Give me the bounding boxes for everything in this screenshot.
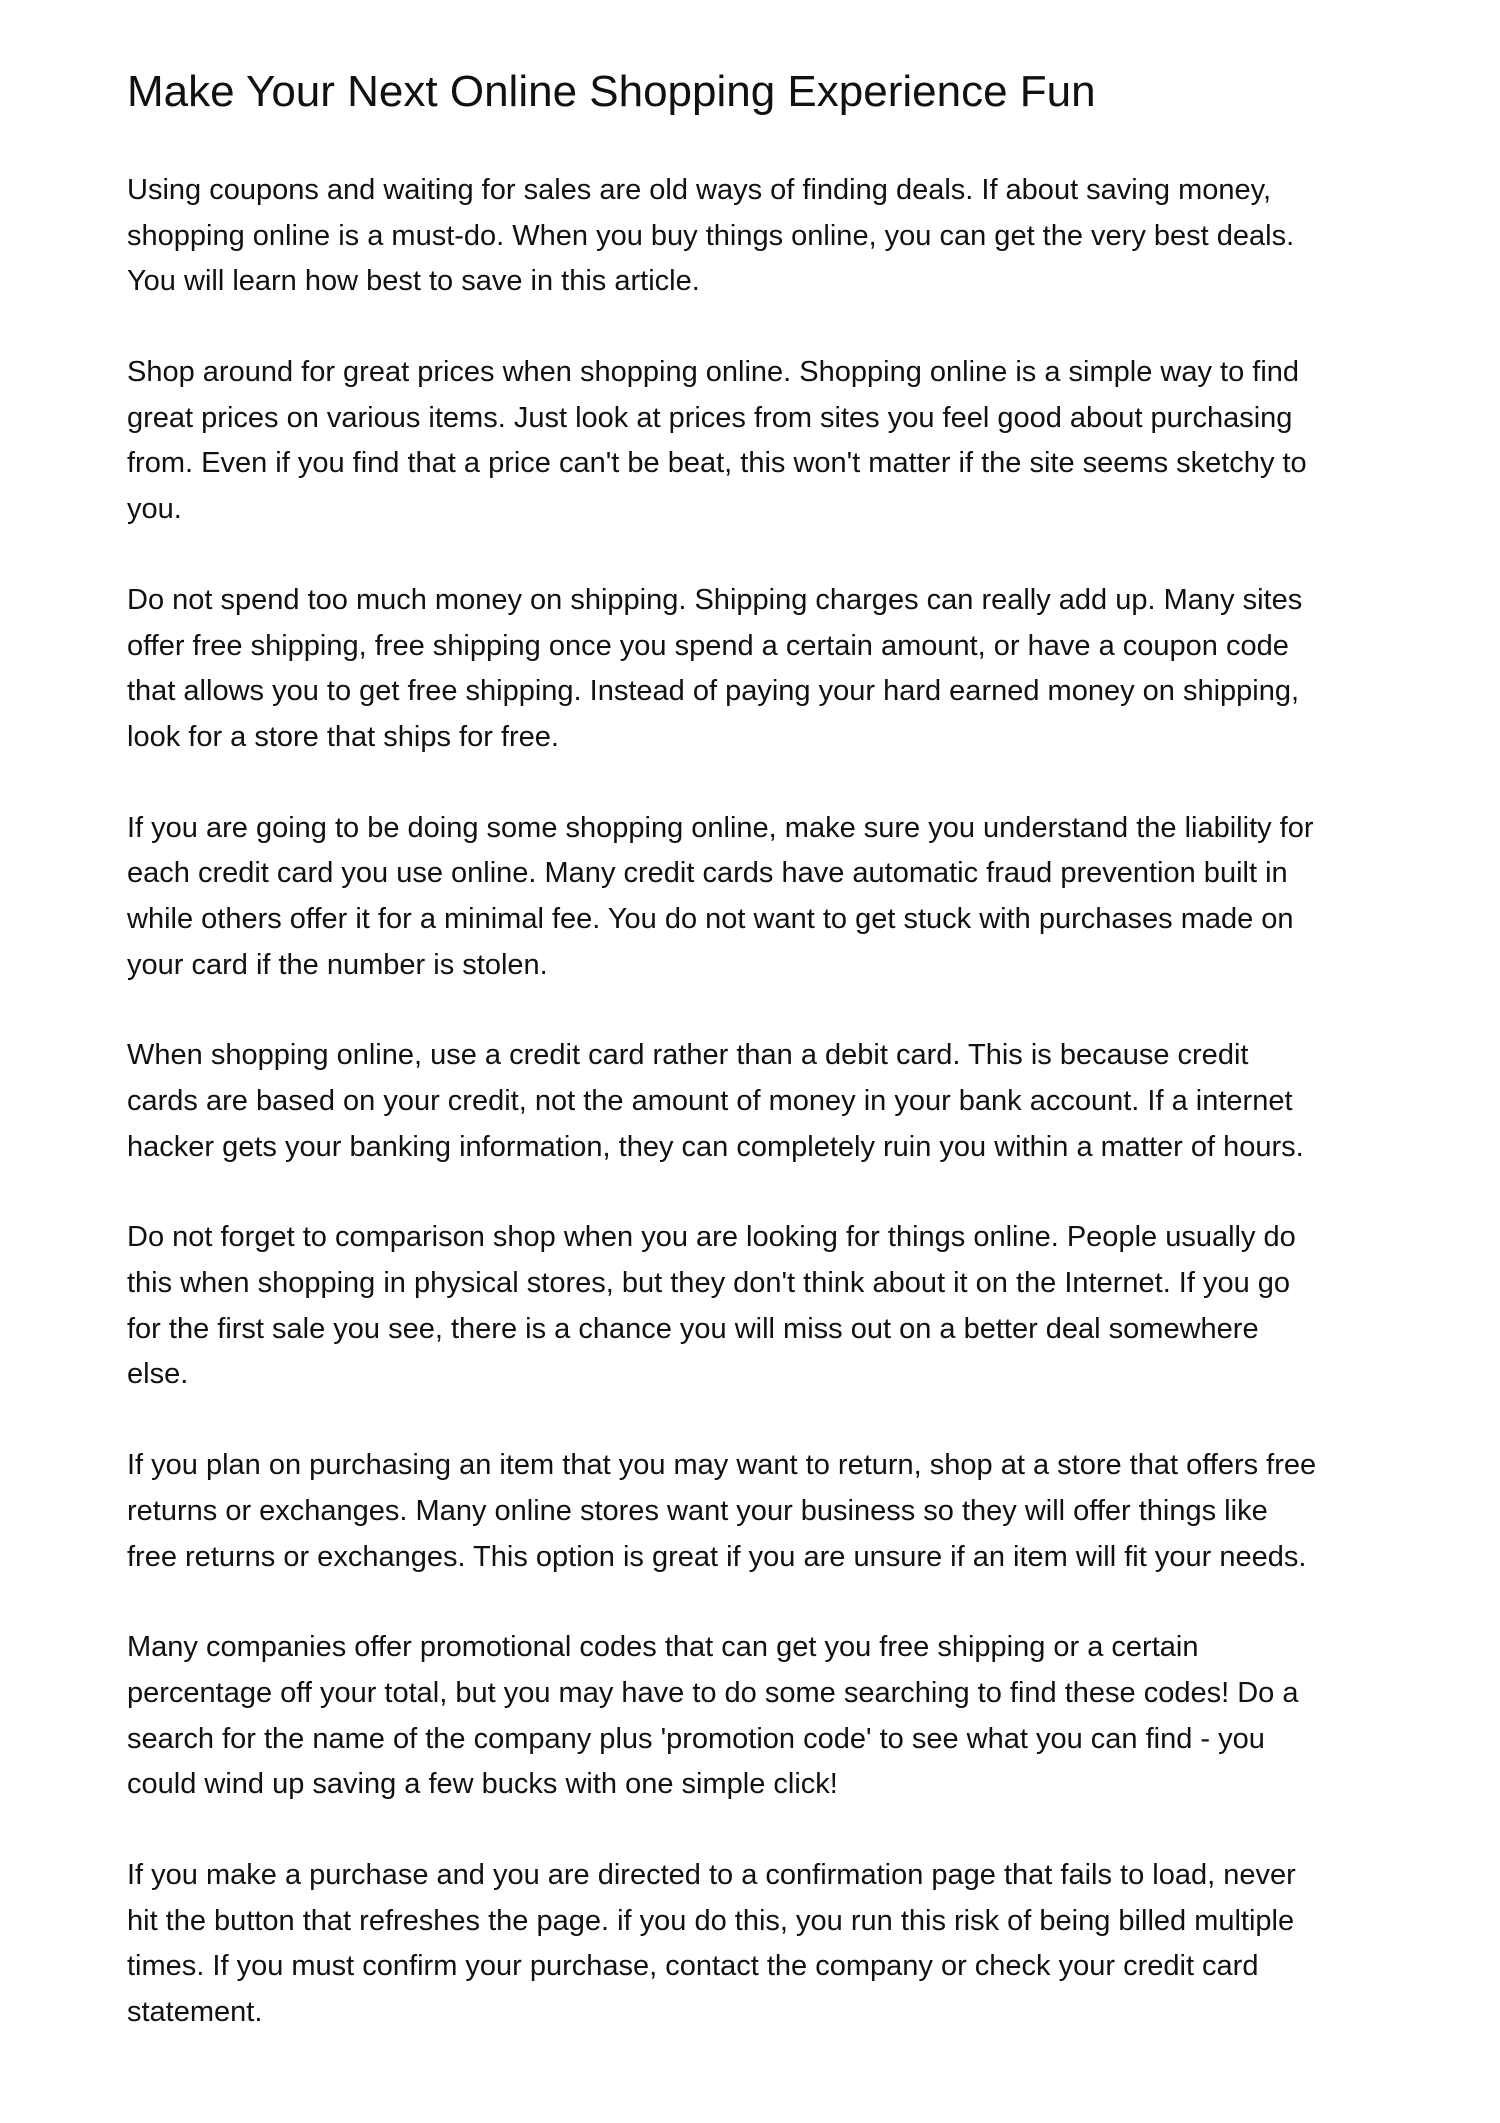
page-title: Make Your Next Online Shopping Experience Fun	[127, 67, 1096, 116]
text-line: If you make a purchase and you are directed to a confirmation page that fails to load, never	[127, 1858, 1296, 1891]
paragraph	[127, 1853, 1387, 2036]
paragraph	[127, 1033, 1387, 1170]
text-line: You will learn how best to save in this article.	[127, 265, 700, 298]
paragraph	[127, 350, 1387, 533]
text-line: else.	[127, 1358, 189, 1391]
text-line: shopping online is a must-do. When you buy things online, you can get the very best deals.	[127, 219, 1295, 252]
paragraph	[127, 1215, 1387, 1398]
text-line: If you are going to be doing some shopping online, make sure you understand the liability for	[127, 811, 1314, 844]
text-line: hit the button that refreshes the page. if you do this, you run this risk of being billed multiple	[127, 1904, 1295, 1937]
text-line: Do not forget to comparison shop when you are looking for things online. People usually do	[127, 1221, 1296, 1254]
text-line: could wind up saving a few bucks with one simple click!	[127, 1768, 838, 1801]
text-line: each credit card you use online. Many credit cards have automatic fraud prevention built in	[127, 857, 1288, 890]
text-line: from. Even if you find that a price can't be beat, this won't matter if the site seems sketchy to	[127, 447, 1307, 480]
text-line: look for a store that ships for free.	[127, 720, 559, 753]
text-line: Shop around for great prices when shopping online. Shopping online is a simple way to find	[127, 356, 1300, 389]
text-line: times. If you must confirm your purchase, contact the company or check your credit card	[127, 1950, 1259, 1983]
text-line: you.	[127, 493, 182, 526]
article-body	[127, 168, 1387, 2081]
text-line: Using coupons and waiting for sales are old ways of finding deals. If about saving money,	[127, 174, 1272, 206]
text-line: that allows you to get free shipping. Instead of paying your hard earned money on shipping,	[127, 675, 1300, 708]
text-line: hacker gets your banking information, they can completely ruin you within a matter of hours.	[127, 1130, 1304, 1163]
paragraph	[127, 1625, 1387, 1808]
text-line: Many companies offer promotional codes that can get you free shipping or a certain	[127, 1631, 1199, 1664]
text-line: your card if the number is stolen.	[127, 948, 548, 981]
paragraph	[127, 168, 1387, 305]
text-line: this when shopping in physical stores, but they don't think about it on the Internet. If you go	[127, 1267, 1291, 1300]
text-line: percentage off your total, but you may have to do some searching to find these codes! Do a	[127, 1676, 1299, 1709]
paragraph	[127, 806, 1387, 989]
text-line: statement.	[127, 1996, 263, 2028]
text-line: for the first sale you see, there is a chance you will miss out on a better deal somewhere	[127, 1312, 1259, 1345]
text-line: offer free shipping, free shipping once you spend a certain amount, or have a coupon code	[127, 629, 1289, 662]
text-line: Do not spend too much money on shipping. Shipping charges can really add up. Many sites	[127, 583, 1303, 616]
text-line: search for the name of the company plus 'promotion code' to see what you can find - you	[127, 1722, 1265, 1755]
text-line: while others offer it for a minimal fee. You do not want to get stuck with purchases made on	[127, 902, 1294, 935]
text-line: If you plan on purchasing an item that you may want to return, shop at a store that offers free	[127, 1449, 1317, 1482]
text-line: When shopping online, use a credit card rather than a debit card. This is because credit	[127, 1039, 1249, 1072]
text-line: cards are based on your credit, not the amount of money in your bank account. If a internet	[127, 1085, 1293, 1117]
text-line: returns or exchanges. Many online stores want your business so they will offer things like	[127, 1494, 1268, 1527]
paragraph	[127, 578, 1387, 761]
text-line: free returns or exchanges. This option is great if you are unsure if an item will fit your needs.	[127, 1540, 1307, 1573]
text-line: great prices on various items. Just look at prices from sites you feel good about purchasing	[127, 401, 1293, 434]
paragraph	[127, 1443, 1387, 1580]
